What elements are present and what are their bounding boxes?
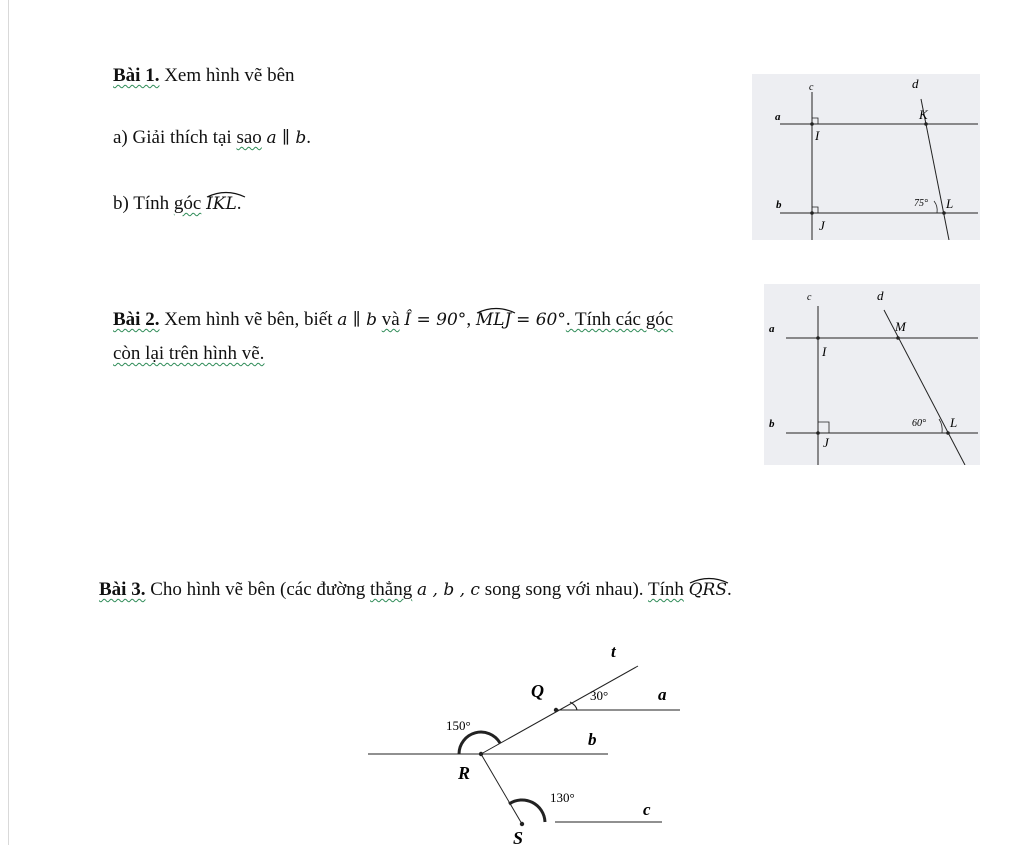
bai3-text1: Cho hình vẽ bên (các đường	[150, 579, 366, 600]
bai2-fig-label-j: J	[823, 435, 829, 450]
bai2-angle-mlj-text: MLJ	[475, 310, 512, 330]
bai2-intro: Xem hình vẽ bên, biết	[164, 309, 333, 330]
bai2-fig-label-l: L	[950, 415, 958, 430]
bai1-fig-label-d: d	[912, 76, 919, 91]
bai1-fig-label-b: b	[776, 199, 782, 211]
bai1-fig-label-k: K	[919, 107, 928, 122]
bai2-rest-line1: . Tính các góc	[565, 309, 674, 330]
bai1-heading	[113, 66, 295, 85]
bai1-a-word: sao	[236, 127, 262, 148]
bai3-angle-qrs	[689, 582, 727, 599]
bai1-a-expr: a ∥ b	[266, 128, 307, 148]
bai2-title: Bài 2.	[113, 309, 160, 330]
bai2-fig-label-d: d	[877, 288, 884, 303]
bai2-rest-line2: còn lại trên hình vẽ.	[113, 343, 265, 364]
bai2-fig-angle-60: 60°	[912, 418, 926, 429]
bai3-fig-angle-130: 130°	[550, 790, 575, 805]
bai2-and: và	[381, 309, 400, 330]
bai3-tinh: Tính	[647, 579, 684, 600]
bai2-angle-mlj	[476, 312, 512, 329]
bai1-fig-angle-75: 75°	[914, 198, 928, 209]
bai2-i-eq: Î = 90°	[404, 310, 467, 330]
bai1-part-a	[113, 128, 311, 147]
bai3-fig-angle-30: 30°	[590, 688, 609, 703]
bai1-intro: Xem hình vẽ bên	[164, 65, 295, 86]
bai3-fig-label-a: a	[658, 685, 667, 704]
bai1-a-end: .	[306, 127, 311, 148]
bai3-end: .	[727, 579, 732, 600]
bai1-figure	[752, 74, 980, 240]
bai1-part-b	[113, 194, 242, 213]
bai2-fig-label-c: c	[807, 292, 812, 303]
bai2-fig-label-m: M	[895, 319, 906, 334]
bai3-fig-label-c: c	[643, 800, 651, 819]
bai2-fig-label-b: b	[769, 418, 775, 430]
bai2-fig-label-i: I	[822, 344, 827, 359]
bai3-fig-label-s: S	[513, 828, 524, 845]
bai1-angle-ikl	[206, 196, 237, 213]
bai2-comma: ,	[466, 309, 472, 330]
bai3-vars: a , b , c	[416, 580, 480, 600]
bai1-b-end: .	[236, 193, 242, 214]
bai3-fig-label-r: R	[458, 763, 471, 783]
bai3-text2: song song với nhau).	[484, 579, 644, 600]
bai3-figure	[360, 632, 690, 845]
bai3-line	[99, 580, 732, 599]
bai1-fig-label-l: L	[946, 196, 954, 211]
bai1-fig-label-i: I	[815, 128, 820, 143]
bai3-title: Bài 3.	[99, 579, 146, 600]
bai3-fig-label-q: Q	[531, 681, 544, 701]
bai2-mlj-eq: = 60°	[516, 310, 566, 330]
bai2-parallel: a ∥ b	[337, 310, 377, 330]
bai3-angle-qrs-text: QRS	[688, 580, 728, 600]
bai3-thang: thẳng	[370, 579, 413, 600]
bai1-title: Bài 1.	[113, 65, 160, 86]
bai1-a-label: a) Giải thích tại	[113, 127, 232, 148]
page-margin-line	[8, 0, 9, 845]
bai1-b-word: góc	[173, 193, 202, 214]
bai1-b-label: b) Tính	[113, 193, 170, 214]
bai3-fig-angle-150: 150°	[446, 718, 471, 733]
bai1-fig-label-j: J	[819, 218, 825, 233]
bai1-fig-label-a: a	[775, 111, 781, 123]
bai2-fig-label-a: a	[769, 323, 775, 335]
bai1-angle-ikl-text: IKL	[206, 194, 237, 214]
bai2-line1	[113, 310, 673, 329]
bai2-figure	[764, 284, 980, 465]
bai1-fig-label-c: c	[809, 82, 814, 93]
bai3-fig-label-b: b	[588, 730, 597, 749]
bai3-fig-label-t: t	[611, 642, 616, 661]
